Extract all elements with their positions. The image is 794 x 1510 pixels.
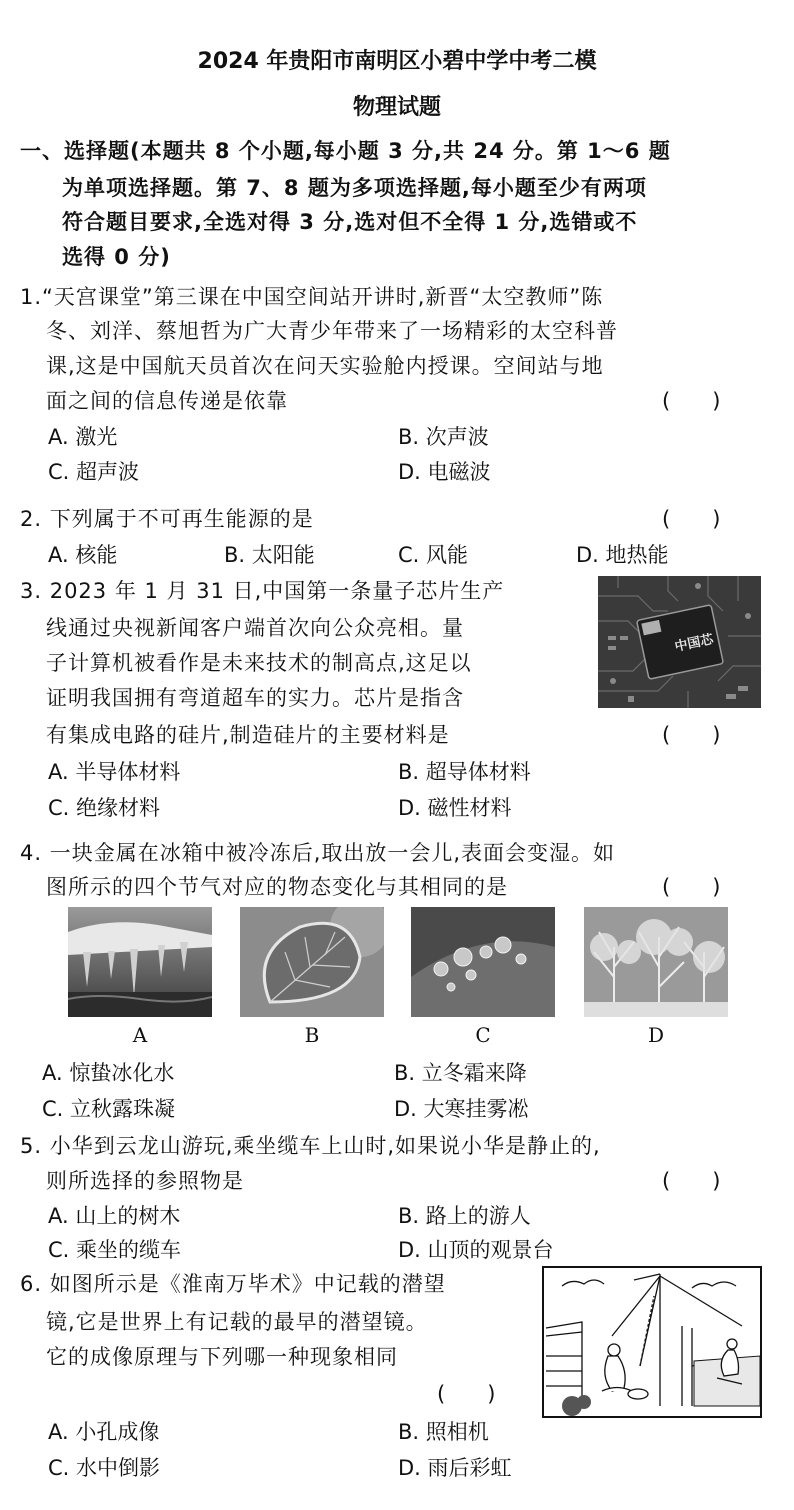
q6-option-a: A. 小孔成像 xyxy=(48,1420,160,1444)
q4-option-d: D. 大寒挂雾凇 xyxy=(394,1097,529,1121)
frost-leaf-photo xyxy=(240,907,384,1017)
q1-option-b: B. 次声波 xyxy=(398,425,489,449)
q5-option-a: A. 山上的树木 xyxy=(48,1204,181,1228)
q1-line-3: 课,这是中国航天员首次在问天实验舱内授课。空间站与地 xyxy=(46,354,604,378)
q2-option-b: B. 太阳能 xyxy=(224,543,315,567)
q6-option-d: D. 雨后彩虹 xyxy=(398,1456,512,1480)
q4-option-c: C. 立秋露珠凝 xyxy=(42,1097,176,1121)
section-line-4: 选得 0 分) xyxy=(62,245,171,269)
q4-caption-a: A xyxy=(132,1023,148,1047)
q5-option-b: B. 路上的游人 xyxy=(398,1204,531,1228)
q1-answer-bracket: ( ) xyxy=(662,389,721,413)
q3-answer-bracket: ( ) xyxy=(662,723,721,747)
page-title: 2024 年贵阳市南明区小碧中学中考二模 xyxy=(197,49,597,74)
q5-option-c: C. 乘坐的缆车 xyxy=(48,1238,182,1262)
rime-trees-photo xyxy=(584,907,728,1017)
q5-option-d: D. 山顶的观景台 xyxy=(398,1238,554,1262)
q5-line-2: 则所选择的参照物是 xyxy=(46,1169,244,1193)
q4-caption-b: B xyxy=(304,1023,320,1047)
q1-line-1: 1.“天宫课堂”第三课在中国空间站开讲时,新晋“太空教师”陈 xyxy=(20,285,604,309)
ice-melting-photo xyxy=(68,907,212,1017)
section-line-2: 为单项选择题。第 7、8 题为多项选择题,每小题至少有两项 xyxy=(62,176,647,200)
q3-line-3: 子计算机被看作是未来技术的制高点,这足以 xyxy=(46,651,472,675)
q3-line-5: 有集成电路的硅片,制造硅片的主要材料是 xyxy=(46,723,450,747)
dew-drops-photo xyxy=(411,907,555,1017)
q4-answer-bracket: ( ) xyxy=(662,875,721,899)
q1-option-d: D. 电磁波 xyxy=(398,460,491,484)
page-subtitle: 物理试题 xyxy=(352,95,441,120)
q6-answer-bracket: ( ) xyxy=(437,1382,496,1406)
q3-option-b: B. 超导体材料 xyxy=(398,760,531,784)
q5-answer-bracket: ( ) xyxy=(662,1169,721,1193)
q2-answer-bracket: ( ) xyxy=(662,507,721,531)
q6-option-c: C. 水中倒影 xyxy=(48,1456,161,1480)
q6-line-3: 它的成像原理与下列哪一种现象相同 xyxy=(46,1345,398,1369)
q3-option-a: A. 半导体材料 xyxy=(48,760,181,784)
q1-option-c: C. 超声波 xyxy=(48,460,140,484)
q3-option-c: C. 绝缘材料 xyxy=(48,796,161,820)
q2-option-c: C. 风能 xyxy=(398,543,469,567)
q4-line-1: 4. 一块金属在冰箱中被冷冻后,取出放一会儿,表面会变湿。如 xyxy=(20,841,616,865)
q6-line-2: 镜,它是世界上有记载的最早的潜望镜。 xyxy=(46,1310,428,1334)
section-line-1: 一、选择题(本题共 8 个小题,每小题 3 分,共 24 分。第 1～6 题 xyxy=(20,139,671,163)
q2-line-1: 2. 下列属于不可再生能源的是 xyxy=(20,507,314,531)
q3-line-1: 3. 2023 年 1 月 31 日,中国第一条量子芯片生产 xyxy=(20,579,505,603)
periscope-illustration xyxy=(542,1266,762,1418)
q4-option-b: B. 立冬霜来降 xyxy=(394,1061,527,1085)
q4-line-2: 图所示的四个节气对应的物态变化与其相同的是 xyxy=(46,875,508,899)
q1-line-2: 冬、刘洋、蔡旭哲为广大青少年带来了一场精彩的太空科普 xyxy=(46,319,618,343)
q4-option-a: A. 惊蛰冰化水 xyxy=(42,1061,175,1085)
q5-line-1: 5. 小华到云龙山游玩,乘坐缆车上山时,如果说小华是静止的, xyxy=(20,1134,601,1158)
section-line-3: 符合题目要求,全选对得 3 分,选对但不全得 1 分,选错或不 xyxy=(62,210,638,234)
q4-caption-d: D xyxy=(647,1023,665,1047)
q6-line-1: 6. 如图所示是《淮南万毕术》中记载的潜望 xyxy=(20,1272,446,1296)
q1-option-a: A. 激光 xyxy=(48,425,118,449)
q3-line-2: 线通过央视新闻客户端首次向公众亮相。量 xyxy=(46,616,464,640)
q4-caption-c: C xyxy=(475,1023,491,1047)
q3-option-d: D. 磁性材料 xyxy=(398,796,512,820)
q2-option-d: D. 地热能 xyxy=(576,543,669,567)
q2-option-a: A. 核能 xyxy=(48,543,118,567)
q3-line-4: 证明我国拥有弯道超车的实力。芯片是指含 xyxy=(46,686,464,710)
chip-photo xyxy=(598,576,761,708)
q6-option-b: B. 照相机 xyxy=(398,1420,489,1444)
chip-text: 中国芯 xyxy=(673,632,715,655)
q1-line-4: 面之间的信息传递是依靠 xyxy=(46,389,288,413)
